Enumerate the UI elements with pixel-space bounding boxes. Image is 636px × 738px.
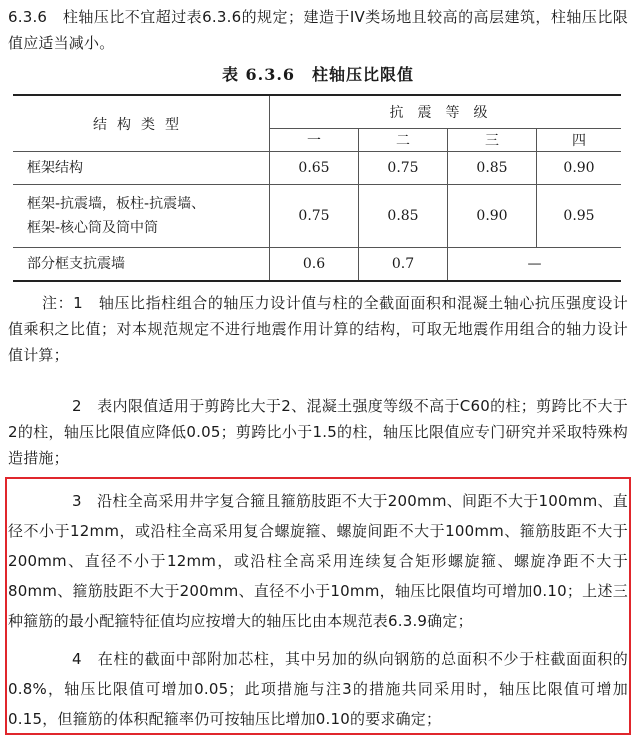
grade-4: 四 [537, 129, 622, 152]
row-label-line: 框架-核心筒及筒中筒 [27, 220, 159, 236]
table-row [13, 152, 621, 185]
row-label [13, 152, 270, 185]
row-label-line: 部分框支抗震墙 [27, 256, 125, 272]
table-cell: 0.75 [270, 185, 359, 248]
grade-2: 二 [359, 129, 448, 152]
table-row [13, 185, 621, 248]
table-cell: 0.6 [270, 248, 359, 282]
table-header-row [13, 95, 621, 129]
table-cell: 0.85 [448, 152, 537, 185]
clause-6-3-6-text: 6.3.6 柱轴压比不宜超过表6.3.6的规定；建造于IV类场地且较高的高层建筑，柱轴压比限值应适当减小。 [8, 8, 628, 52]
table-caption: 表 6.3.6 柱轴压比限值 [221, 65, 415, 84]
grade-3: 三 [448, 129, 537, 152]
note-2: 2 表内限值适用于剪跨比大于2、混凝土强度等级不高于C60的柱；剪跨比不大于2的柱，轴压比限值应降低0.05；剪跨比小于1.5的柱，轴压比限值应专门研究并采取特殊构造措施； [8, 397, 628, 467]
note-4: 4 在柱的截面中部附加芯柱，其中另加的纵向钢筋的总面积不少于柱截面面积的0.8%，轴压比限值可增加0.05；此项措施与注3的措施共同采用时，轴压比限值可增加0.15，但箍筋的体积配箍率仍可按轴压比增加0.10的要求确定； [8, 650, 628, 728]
note-3: 3 沿柱全高采用井字复合箍且箍筋肢距不大于200mm、间距不大于100mm、直径不小于12mm，或沿柱全高采用复合螺旋箍、螺旋间距不大于100mm、箍筋肢距不大于200mm、直径不小于12mm，或沿柱全高采用连续复合矩形螺旋箍、螺旋净距不大于80mm、箍筋肢距不大于200mm、直径不小于10mm，轴压比限值均可增加0.10；上述三种箍筋的最小配箍特征值均应按增大的轴压比由本规范表6.3.9确定； [8, 492, 628, 630]
table-cell: 0.65 [270, 152, 359, 185]
row-label-line: 框架-抗震墙，板柱-抗震墙、 [27, 196, 206, 212]
table-cell: 0.90 [448, 185, 537, 248]
table-cell: 0.95 [537, 185, 622, 248]
note-1: 注：1 轴压比指柱组合的轴压力设计值与柱的全截面面积和混凝土轴心抗压强度设计值乘积之比值；对本规范规定不进行地震作用计算的结构，可取无地震作用组合的轴力设计值计算； [8, 294, 628, 364]
header-seismic-grade: 抗震等级 [270, 95, 622, 129]
row-label-line: 框架结构 [27, 160, 83, 176]
table-cell: 0.90 [537, 152, 622, 185]
table-cell: 0.7 [359, 248, 448, 282]
header-structure-type: 结构类型 [13, 95, 270, 152]
table-cell-merged: — [448, 248, 622, 282]
grade-1: 一 [270, 129, 359, 152]
axial-compression-ratio-table [13, 94, 621, 282]
row-label [13, 248, 270, 282]
table-row [13, 248, 621, 282]
table-cell: 0.85 [359, 185, 448, 248]
row-label [13, 185, 270, 248]
table-cell: 0.75 [359, 152, 448, 185]
